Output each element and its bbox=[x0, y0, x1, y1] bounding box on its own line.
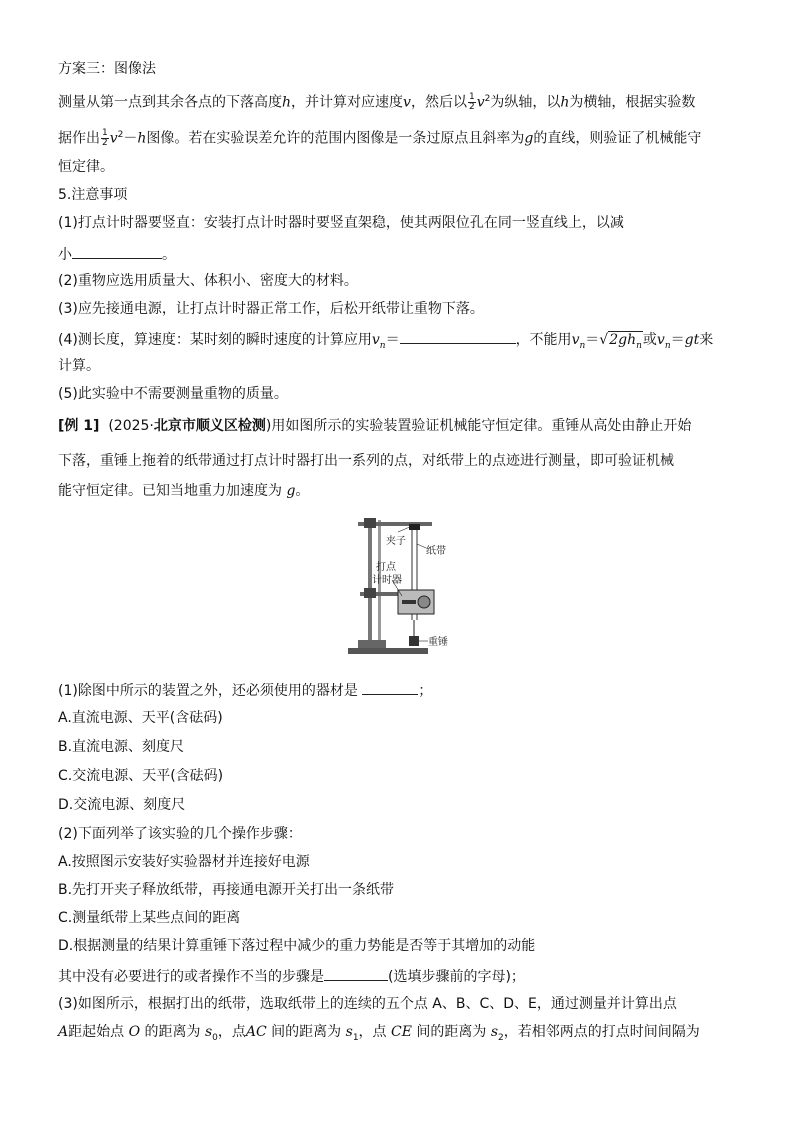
timer-slot bbox=[402, 600, 416, 604]
sqrt-expression: $√2gh_n$ bbox=[599, 332, 642, 351]
method-paragraph-line-1: 测量从第一点到其余各点的下落高度h，并计算对应速度v，然后以 $\frac{1}{2}$ $v^2$为纵轴，以h为横轴，根据实验数 bbox=[58, 92, 696, 113]
q2-step-b: B.先打开夹子释放纸带，再接通电源开关打出一条纸带 bbox=[58, 882, 395, 898]
top-clamp bbox=[364, 518, 376, 528]
note-2: (2)重物应选用质量大、体积小、密度大的材料。 bbox=[58, 273, 358, 289]
label-timer-2: 计时器 bbox=[372, 575, 402, 586]
note-4-line-2: 计算。 bbox=[58, 358, 100, 374]
example-line-3: 能守恒定律。已知当地重力加速度为 g。 bbox=[58, 483, 310, 499]
fraction-half-2: $\frac{1}{2}$ bbox=[102, 128, 108, 149]
example-line-2: 下落，重锤上拖着的纸带通过打点计时器打出一系列的点，对纸带上的点迹进行测量，即可验证机械 bbox=[58, 453, 674, 469]
q2-step-c: C.测量纸带上某些点间的距离 bbox=[58, 910, 241, 926]
note-3: (3)应先接通电源，让打点计时器正常工作，后松开纸带让重物下落。 bbox=[58, 301, 484, 317]
method-paragraph-line-3: 恒定律。 bbox=[58, 159, 114, 175]
label-tape: 纸带 bbox=[426, 546, 446, 557]
note-5: (5)此实验中不需要测量重物的质量。 bbox=[58, 386, 288, 402]
answer-blank[interactable] bbox=[400, 329, 516, 344]
q3-line-1: (3)如图所示，根据打出的纸带，选取纸带上的连续的五个点 A、B、C、D、E，通过测量并计算出点 bbox=[58, 996, 677, 1012]
q1-option-b: B.直流电源、刻度尺 bbox=[58, 739, 185, 755]
leader-tape bbox=[417, 544, 426, 548]
q1-option-c: C.交流电源、天平(含砝码) bbox=[58, 768, 224, 784]
label-weight: 重锤 bbox=[428, 637, 448, 648]
example-tag: [例 1] bbox=[58, 418, 100, 434]
q2-step-a: A.按照图示安装好实验器材并连接好电源 bbox=[58, 854, 310, 870]
q1-option-a: A.直流电源、天平(含砝码) bbox=[58, 710, 223, 726]
base-plate bbox=[348, 648, 428, 654]
apparatus-figure bbox=[340, 510, 460, 660]
clip bbox=[409, 524, 420, 530]
q3-line-2: A距起始点 O 的距离为 $s_0$，点AC 间的距离为 $s_1$，点 CE 间的距离为 $s_2$，若相邻两点的打点时间间隔为 bbox=[58, 1024, 700, 1043]
method-paragraph-line-2: 据作出 $\frac{1}{2}$ $v^2-h$图像。若在实验误差允许的范围内图像是一条过原点且斜率为g的直线，则验证了机械能守 bbox=[58, 128, 702, 149]
note-1-line-2: 小 。 bbox=[58, 244, 176, 264]
q2-tail: 其中没有必要进行的或者操作不当的步骤是 (选填步骤前的字母)； bbox=[58, 966, 525, 986]
q2-step-d: D.根据测量的结果计算重锤下落过程中减少的重力势能是否等于其增加的动能 bbox=[58, 938, 536, 954]
method-title: 方案三：图像法 bbox=[58, 61, 156, 77]
label-timer-1: 打点 bbox=[376, 562, 396, 573]
q2-stem: (2)下面列举了该实验的几个操作步骤： bbox=[58, 826, 302, 842]
example-source: 北京市顺义区检测 bbox=[153, 418, 266, 434]
notes-title: 5.注意事项 bbox=[58, 187, 128, 203]
note-4-line-1: (4)测长度，算速度：某时刻的瞬时速度的计算应用$v_n=$ ，不能用$v_n=√2gh_n$或$v_n=gt$来 bbox=[58, 329, 713, 355]
label-clip: 夹子 bbox=[386, 536, 406, 547]
example-line-1: [例 1] (2025·北京市顺义区检测)用如图所示的实验装置验证机械能守恒定律。重锤从高处由静止开始 bbox=[58, 418, 692, 434]
q1-stem: (1)除图中所示的装置之外，还必须使用的器材是 ； bbox=[58, 680, 432, 700]
note-1-line-1: (1)打点计时器要竖直：安装打点计时器时要竖直架稳，使其两限位孔在同一竖直线上，以减 bbox=[58, 215, 624, 231]
answer-blank[interactable] bbox=[72, 244, 162, 259]
weight bbox=[409, 636, 419, 646]
answer-blank[interactable] bbox=[324, 966, 388, 981]
middle-clamp bbox=[364, 588, 376, 598]
answer-blank[interactable] bbox=[362, 680, 418, 695]
timer-dial bbox=[418, 596, 430, 608]
base-block bbox=[358, 640, 386, 648]
fraction-half: $\frac{1}{2}$ bbox=[468, 92, 475, 113]
q1-option-d: D.交流电源、刻度尺 bbox=[58, 797, 186, 813]
